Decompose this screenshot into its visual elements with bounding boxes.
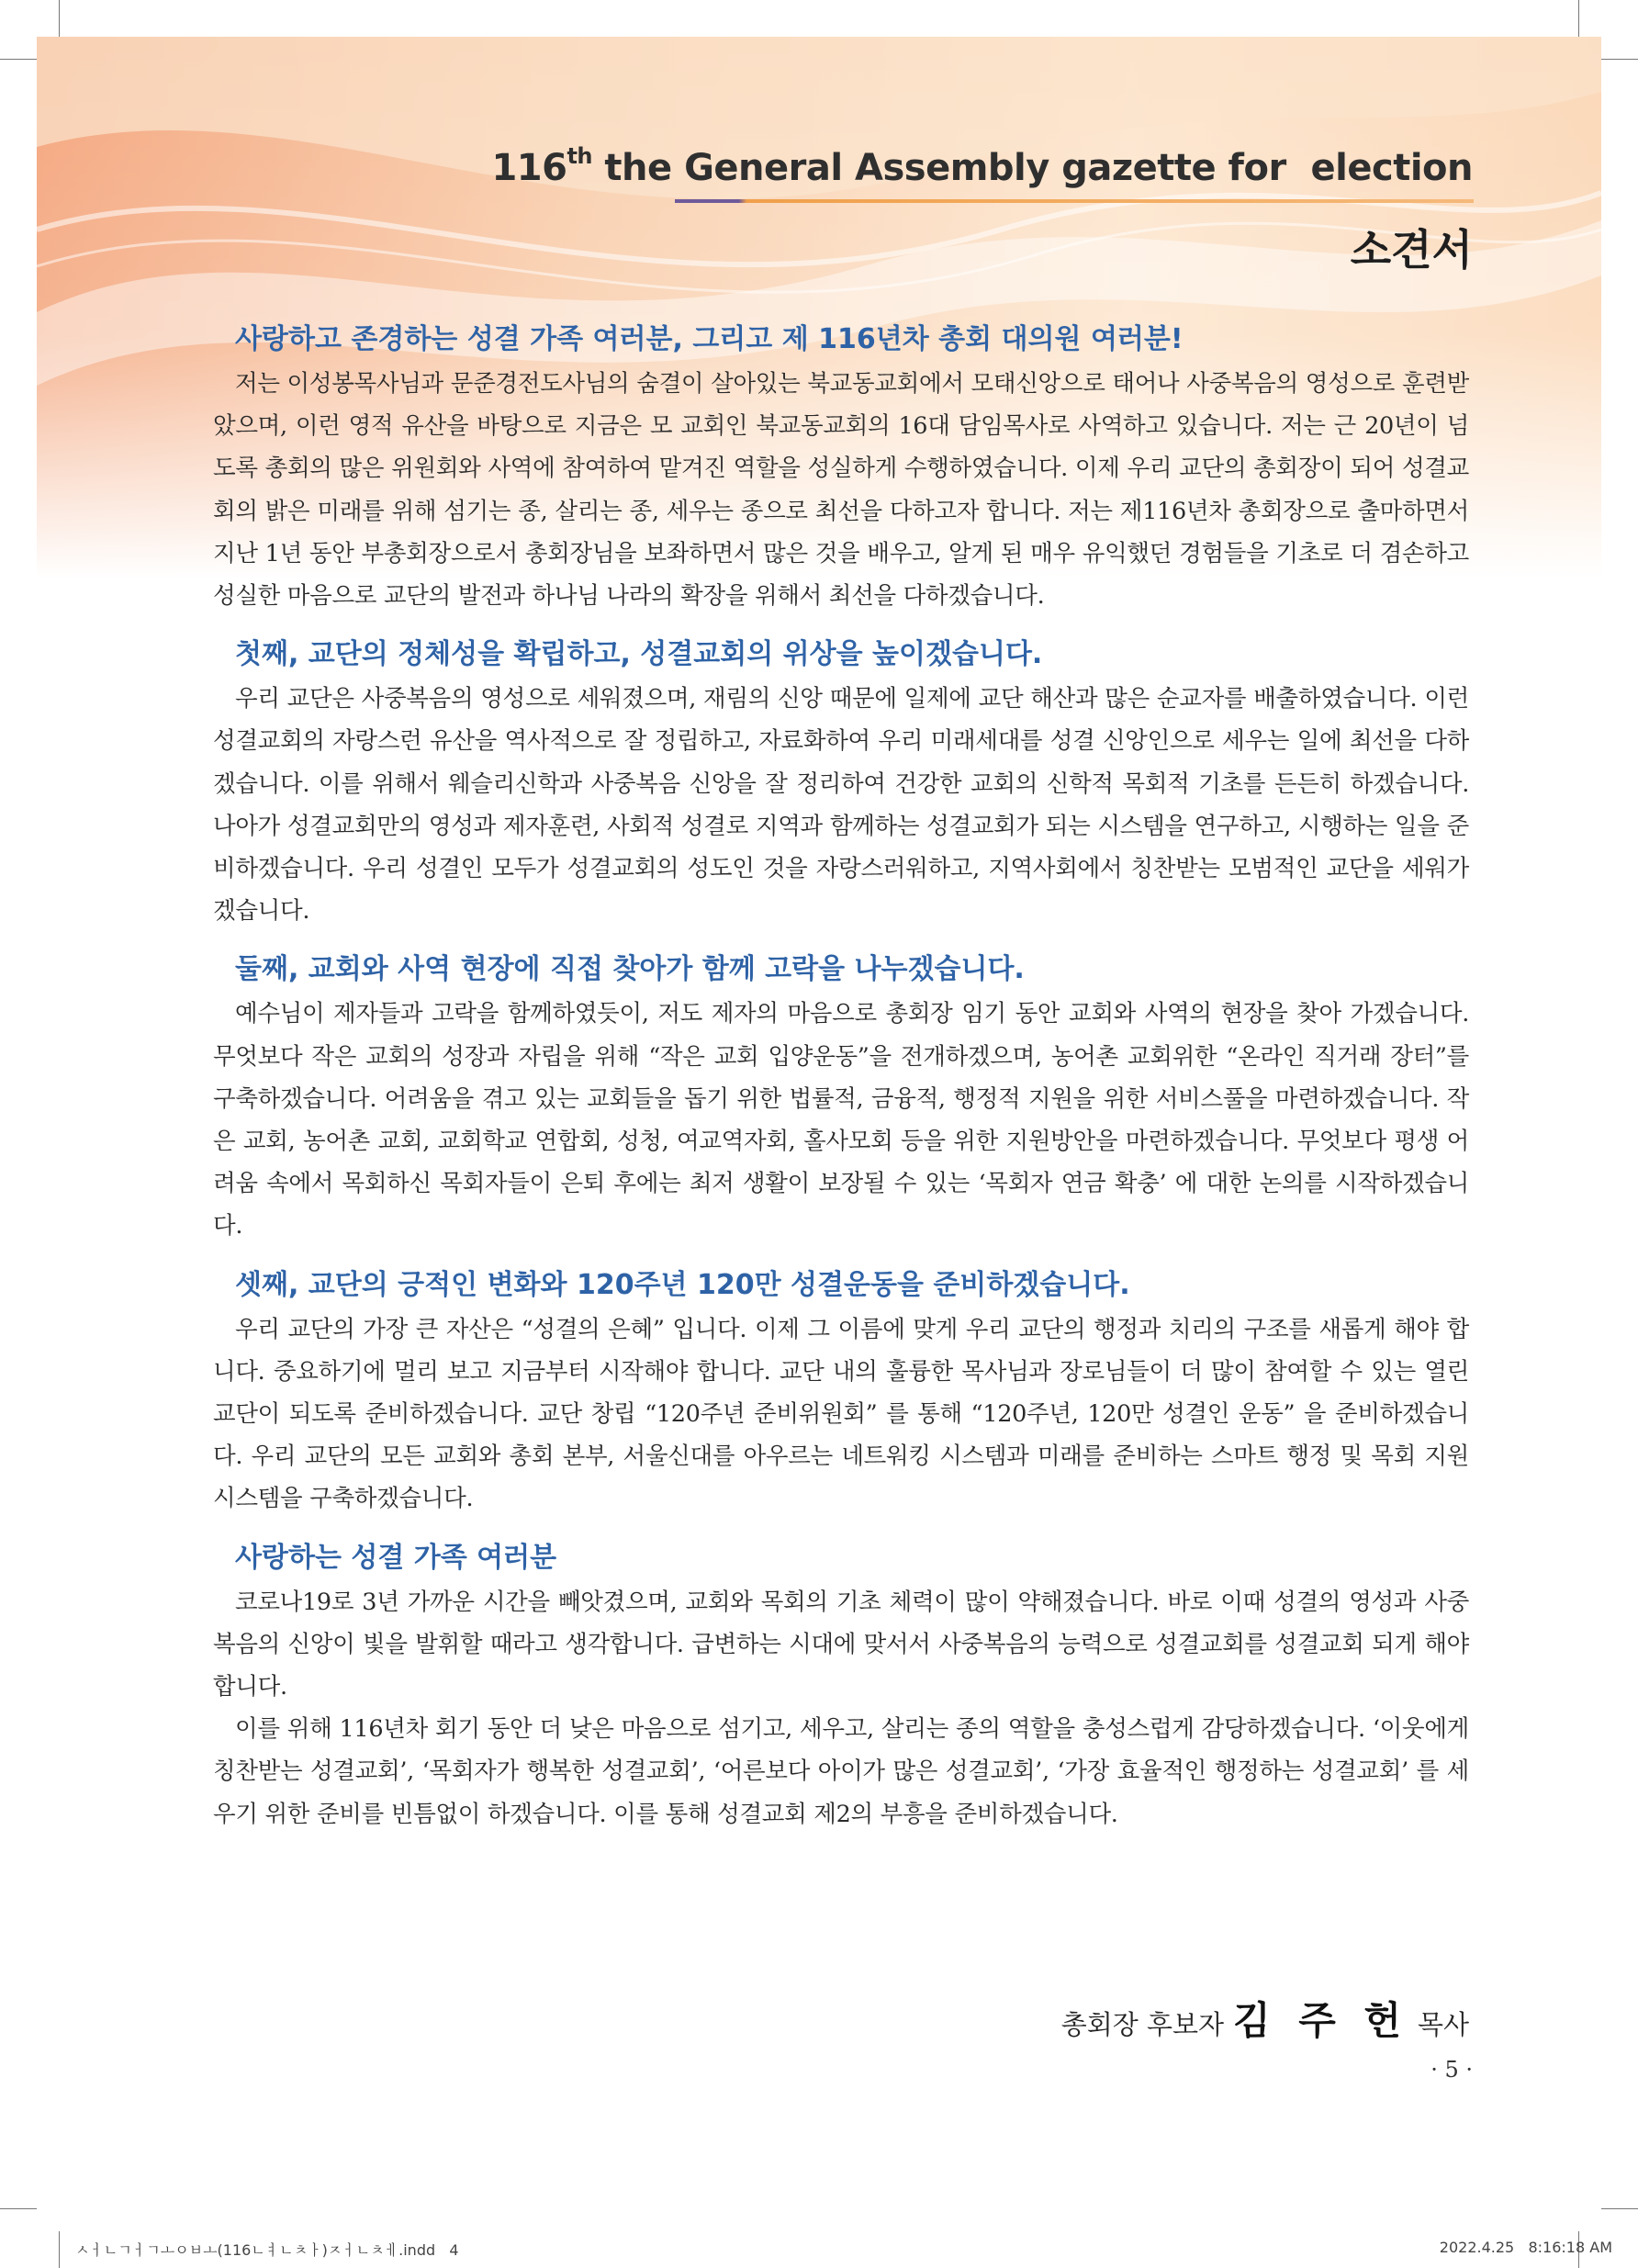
paragraph: 예수님이 제자들과 고락을 함께하였듯이, 저도 제자의 마음으로 총회장 임기 동안 교회와 사역의 현장을 찾아 가겠습니다. 무엇보다 작은 교회의 성장과 자립을 위해 “작은 교회 입양운동”을 전개하겠으며, 농어촌 교회위한 “온라인 직거래 장터”를 구축하겠습니다. 어려움을 겪고 있는 교회들을 돕기 위한 법률적, 금융적, 행정적 지원을 위한 서비스풀을 마련하겠습니다. 작은 교회, 농어촌 교회, 교회학교 연합회, 성청, 여교역자회, 홀사모회 등을 위한 지원방안을 마련하겠습니다. 무엇보다 평생 어려움 속에서 목회하신 목회자들이 은퇴 후에는 최저 생활이 보장될 수 있는 ‘목회자 연금 확충’ 에 대한 논의를 시작하겠습니다. xyxy=(213,1000,1469,1241)
title-number: 116 xyxy=(491,147,567,189)
section-heading-second: 둘째, 교회와 사역 현장에 직접 찾아가 함께 고락을 나누겠습니다. xyxy=(235,953,1025,986)
signature-prefix: 총회장 후보자 xyxy=(1060,2009,1224,2040)
paragraph: 저는 이성봉목사님과 문준경전도사님의 숨결이 살아있는 북교동교회에서 모태신앙으로 태어나 사중복음의 영성으로 훈련받았으며, 이런 영적 유산을 바탕으로 지금은 모 교회인 북교동교회의 16대 담임목사로 사역하고 있습니다. 저는 근 20년이 넘도록 총회의 많은 위원회와 사역에 참여하여 맡겨진 역할을 성실하게 수행하였습니다. 이제 우리 교단의 총회장이 되어 성결교회의 밝은 미래를 위해 섬기는 종, 살리는 종, 세우는 종으로 최선을 다하고자 합니다. 저는 제116년차 총회장으로 출마하면서 지난 1년 동안 부총회장으로서 총회장님을 보좌하면서 많은 것을 배우고, 알게 된 매우 유익했던 경험들을 기초로 더 겸손하고 성실한 마음으로 교단의 발전과 하나님 나라의 확장을 위해서 최선을 다하겠습니다. xyxy=(213,370,1469,611)
crop-mark-top-right-h xyxy=(1601,59,1638,60)
crop-mark-bottom-left-h xyxy=(0,2208,37,2209)
paragraph: 코로나19로 3년 가까운 시간을 빼앗겼으며, 교회와 목회의 기초 체력이 많이 약해졌습니다. 바로 이때 성결의 영성과 사중복음의 신앙이 빛을 발휘할 때라고 생각합니다. 급변하는 시대에 맞서서 사중복음의 능력으로 성결교회를 성결교회 되게 해야합니다. xyxy=(213,1588,1469,1701)
crop-mark-top-left-h xyxy=(0,59,37,60)
article-body xyxy=(213,317,1469,1836)
crop-mark-bottom-right-h xyxy=(1601,2208,1638,2209)
section-heading-closing: 사랑하는 성결 가족 여러분 xyxy=(235,1541,557,1574)
gazette-title xyxy=(491,143,1473,189)
section-heading-greeting: 사랑하고 존경하는 성결 가족 여러분, 그리고 제 116년차 총회 대의원 여러분! xyxy=(235,323,1184,355)
candidate-name: 김 주 헌 xyxy=(1233,1998,1408,2043)
signature-block xyxy=(1061,1991,1469,2046)
paragraph: 우리 교단의 가장 큰 자산은 “성결의 은혜” 입니다. 이제 그 이름에 맞게 우리 교단의 행정과 치리의 구조를 새롭게 해야 합니다. 중요하기에 멀리 보고 지금부터 시작해야 합니다. 교단 내의 훌륭한 목사님과 장로님들이 더 많이 참여할 수 있는 열린 교단이 되도록 준비하겠습니다. 교단 창립 “120주년 준비위원회” 를 통해 “120주년, 120만 성결인 운동” 을 준비하겠습니다. 우리 교단의 모든 교회와 총회 본부, 서울신대를 아우르는 네트워킹 시스템과 미래를 준비하는 스마트 행정 및 목회 지원 시스템을 구축하겠습니다. xyxy=(213,1315,1469,1513)
title-rest: the General Assembly gazette for election xyxy=(592,147,1473,189)
title-superscript: th xyxy=(567,143,592,169)
slug-filename: ㅅㅓㄴㄱㅓㄱㅗㅇㅂㅗ(116ㄴㅕㄴㅊㅏ)ㅈㅓㄴㅊㅔ.indd 4 xyxy=(75,2241,459,2259)
crop-mark-bottom-left-v xyxy=(59,2231,60,2268)
section-heading-first: 첫째, 교단의 정체성을 확립하고, 성결교회의 위상을 높이겠습니다. xyxy=(235,638,1043,671)
slug-datetime: 2022.4.25 8:16:18 AM xyxy=(1439,2239,1612,2256)
page-number: · 5 · xyxy=(1430,2057,1473,2083)
paragraph: 이를 위해 116년차 회기 동안 더 낮은 마음으로 섬기고, 세우고, 살리는 종의 역할을 충성스럽게 감당하겠습니다. ‘이웃에게 칭찬받는 성결교회’, ‘목회자가 행복한 성결교회’, ‘어른보다 아이가 많은 성결교회’, ‘가장 효율적인 행정하는 성결교회’ 를 세우기 위한 준비를 빈틈없이 하겠습니다. 이를 통해 성결교회 제2의 부흥을 준비하겠습니다. xyxy=(213,1715,1469,1828)
paragraph: 우리 교단은 사중복음의 영성으로 세워졌으며, 재림의 신앙 때문에 일제에 교단 해산과 많은 순교자를 배출하였습니다. 이런 성결교회의 자랑스런 유산을 역사적으로 잘 정립하고, 자료화하여 우리 미래세대를 성결 신앙인으로 세우는 일에 최선을 다하겠습니다. 이를 위해서 웨슬리신학과 사중복음 신앙을 잘 정리하여 건강한 교회의 신학적 목회적 기초를 든든히 하겠습니다. 나아가 성결교회만의 영성과 제자훈련, 사회적 성결로 지역과 함께하는 성결교회가 되는 시스템을 연구하고, 시행하는 일을 준비하겠습니다. 우리 성결인 모두가 성결교회의 성도인 것을 자랑스러워하고, 지역사회에서 칭찬받는 모범적인 교단을 세워가겠습니다. xyxy=(213,685,1469,926)
section-heading-third: 셋째, 교단의 긍적인 변화와 120주년 120만 성결운동을 준비하겠습니다. xyxy=(235,1268,1130,1301)
crop-mark-top-right-v xyxy=(1578,0,1579,37)
signature-suffix: 목사 xyxy=(1417,2009,1469,2040)
crop-mark-top-left-v xyxy=(59,0,60,37)
document-type: 소견서 xyxy=(1350,225,1473,275)
title-underline xyxy=(675,199,1474,203)
